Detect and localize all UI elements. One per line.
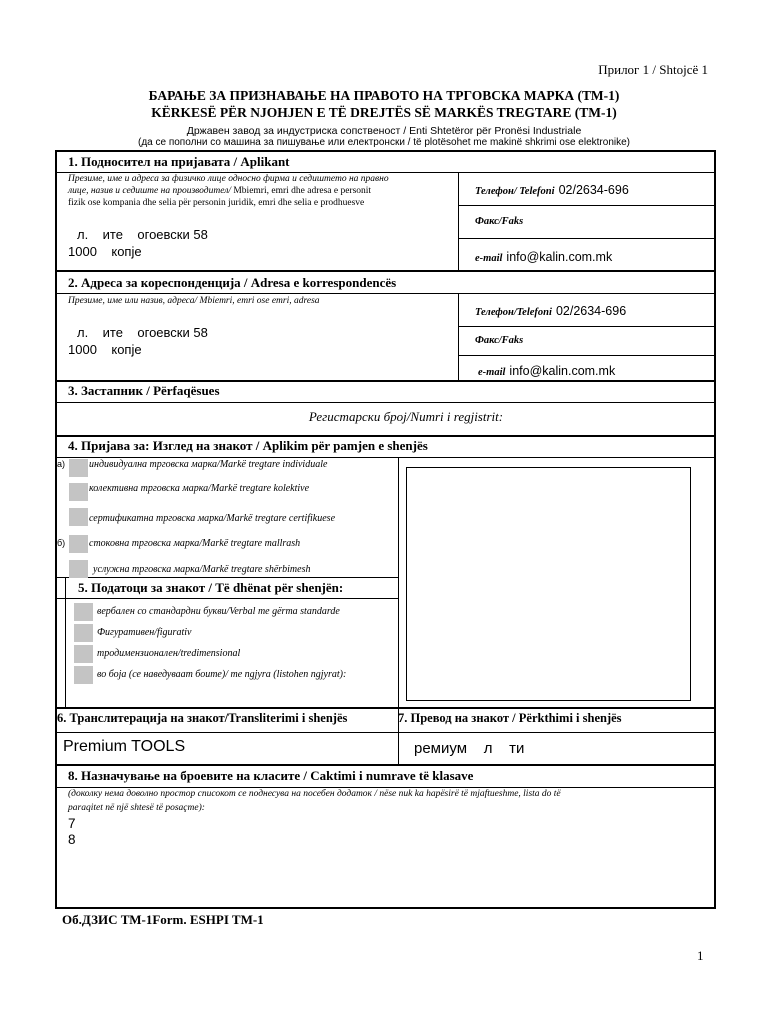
email-value[interactable]: info@kalin.com.mk: [509, 364, 616, 378]
note-end: ):: [198, 803, 205, 813]
section5-title: 5. Податоци за знакот / Të dhënat për shenjën:: [78, 580, 344, 595]
option-sq: Markë tregtare kolektive: [210, 483, 310, 494]
phone-label: Телефон/ Telefoni: [475, 186, 555, 197]
note-line2: paraqitet në një shtesë të posaçme: [68, 803, 199, 813]
section1-title: 1. Подносител на пријавата / Aplikant: [68, 154, 290, 169]
section8-note-line2: [68, 803, 205, 813]
checkbox-color[interactable]: [74, 666, 93, 684]
note-sq: / nëse nuk ka hapësirë të mjaftueshme, lista do të: [372, 789, 561, 799]
section2-title: 2. Адреса за кореспонденција / Adresa e korrespondencës: [68, 275, 397, 290]
option-mk: колективна трговска марка/: [89, 483, 211, 494]
option-individual-mark: [89, 459, 327, 470]
section1-desc-line3: fizik ose kompania dhe selia për personin juridik, emri dhe selia e prodhuesve: [68, 198, 365, 208]
applicant-address-line1[interactable]: л. ите огоевски 58: [77, 227, 208, 242]
phone-value[interactable]: 02/2634-696: [558, 183, 629, 197]
checkbox-goods-mark[interactable]: [69, 535, 88, 553]
option-mk: Фигуративен/: [97, 627, 157, 638]
correspondence-phone-row[interactable]: [475, 302, 626, 320]
form-code: Об.ДЗИС ТМ-1Form. ESHPI TM-1: [62, 912, 264, 927]
checkbox-individual-mark[interactable]: [69, 459, 88, 477]
option-mk: стоковна трговска марка/: [89, 538, 203, 549]
option-sq: Verbal me gërma standarde: [229, 606, 340, 617]
office-name: Државен завод за индустриска сопственост / Enti Shtetëror për Pronësi Industriale: [186, 125, 582, 137]
section2-desc-sq: Mbiemri, emri ose emri, adresa: [197, 296, 320, 306]
option-figurative: [97, 627, 191, 638]
section7-title: 7. Превод на знакот / Përkthimi i shenjës: [398, 711, 622, 725]
option-mk: сертификатна трговска марка/: [89, 513, 227, 524]
option-mk: во боја (се наведуваат боите)/: [97, 669, 228, 680]
section3-title: 3. Застапник / Përfaqësues: [68, 383, 220, 398]
checkbox-figurative[interactable]: [74, 624, 93, 642]
option-three-dimensional: [97, 648, 240, 659]
checkbox-certification-mark[interactable]: [69, 508, 88, 526]
applicant-fax-label: Факс/Faks: [475, 216, 524, 227]
option-mk: услужна трговска марка/: [93, 564, 203, 575]
form-title-sq: KËRKESË PËR NJOHJEN E TË DREJTËS SË MARKËS TREGTARE (TM-1): [151, 105, 617, 120]
group-b-label: б): [57, 538, 66, 548]
option-service-mark: [93, 564, 310, 575]
option-mk: вербален со стандардни букви/: [97, 606, 230, 617]
option-color: [97, 669, 346, 680]
option-sq: tredimensional: [180, 648, 241, 659]
translation-value[interactable]: ремиум л ти: [414, 740, 525, 757]
option-sq: Markë tregtare mallrash: [202, 538, 301, 549]
checkbox-service-mark[interactable]: [69, 560, 88, 578]
section2-desc: [68, 296, 320, 306]
section8-note-line1: [68, 789, 561, 799]
option-sq: Markë tregtare shërbimesh: [202, 564, 311, 575]
email-value[interactable]: info@kalin.com.mk: [506, 250, 613, 264]
annex-label: Прилог 1 / Shtojcë 1: [598, 62, 708, 77]
correspondence-fax-label: Факс/Faks: [475, 335, 524, 346]
option-certification-mark: [89, 513, 335, 524]
class-number-2[interactable]: 8: [68, 832, 76, 847]
section6-title: 6. Транслитерација на знакот/Transliterimi i shenjës: [57, 711, 348, 725]
section8-title: 8. Назначување на броевите на класите / Caktimi i numrave të klasave: [68, 768, 474, 783]
section1-desc-line2: [68, 186, 371, 196]
section1-desc-line2-sq: Mbiemri, emri dhe adresa e personit: [230, 186, 372, 196]
applicant-email-row[interactable]: [475, 248, 612, 266]
phone-label: Телефон/Telefoni: [475, 307, 552, 318]
option-sq: me ngjyra (listohen ngjyrat):: [227, 669, 347, 680]
note-mk: (доколку нема доволно простор списокот се поднесува на посебен додаток: [68, 789, 372, 799]
option-sq: Markë tregtare certifikuese: [226, 513, 336, 524]
section1-desc-line2-mk: лице, назив и седиште на производител/: [68, 186, 231, 196]
option-sq: Markë tregtare individuale: [219, 459, 328, 470]
applicant-phone-row[interactable]: [475, 181, 629, 199]
checkbox-collective-mark[interactable]: [69, 483, 88, 501]
phone-value[interactable]: 02/2634-696: [555, 304, 627, 318]
form-title-mk: БАРАЊЕ ЗА ПРИЗНАВАЊЕ НА ПРАВОТО НА ТРГОВСКА МАРКА (ТМ-1): [148, 88, 620, 103]
option-sq: figurativ: [157, 627, 192, 638]
mark-image-box[interactable]: [406, 467, 691, 701]
option-collective-mark: [89, 483, 309, 494]
option-mk: индивидуална трговска марка/: [89, 459, 220, 470]
option-mk: тродимензионален/: [97, 648, 181, 659]
option-goods-mark: [89, 538, 300, 549]
applicant-address-line2[interactable]: 1000 копје: [68, 244, 142, 259]
section2-desc-mk: Презиме, име или назив, адреса/: [68, 296, 198, 306]
option-verbal: [97, 606, 340, 617]
correspondence-address-line2[interactable]: 1000 копје: [68, 342, 142, 357]
page-number: 1: [697, 948, 704, 963]
email-label: e-mail: [478, 367, 506, 378]
transliteration-value[interactable]: Premium TOOLS: [63, 738, 186, 755]
group-a-label: а): [57, 459, 66, 469]
correspondence-address-line1[interactable]: л. ите огоевски 58: [77, 325, 208, 340]
checkbox-three-dimensional[interactable]: [74, 645, 93, 663]
section4-title: 4. Пријава за: Изглед на знакот / Aplikim për pamjen e shenjës: [68, 438, 428, 453]
section1-desc-line1: Презиме, име и адреса за физичко лице односно фирма и седиштето на правно: [68, 174, 389, 184]
correspondence-email-row[interactable]: [478, 362, 615, 380]
class-number-1[interactable]: 7: [68, 816, 76, 831]
email-label: e-mail: [475, 253, 503, 264]
checkbox-verbal[interactable]: [74, 603, 93, 621]
registration-number-label[interactable]: Регистарски број/Numri i regjistrit:: [308, 409, 504, 424]
fill-instruction: (да се пополни со машина за пишување или електронски / të plotësohet me makinë shkrimi ose elektronike): [137, 137, 631, 148]
